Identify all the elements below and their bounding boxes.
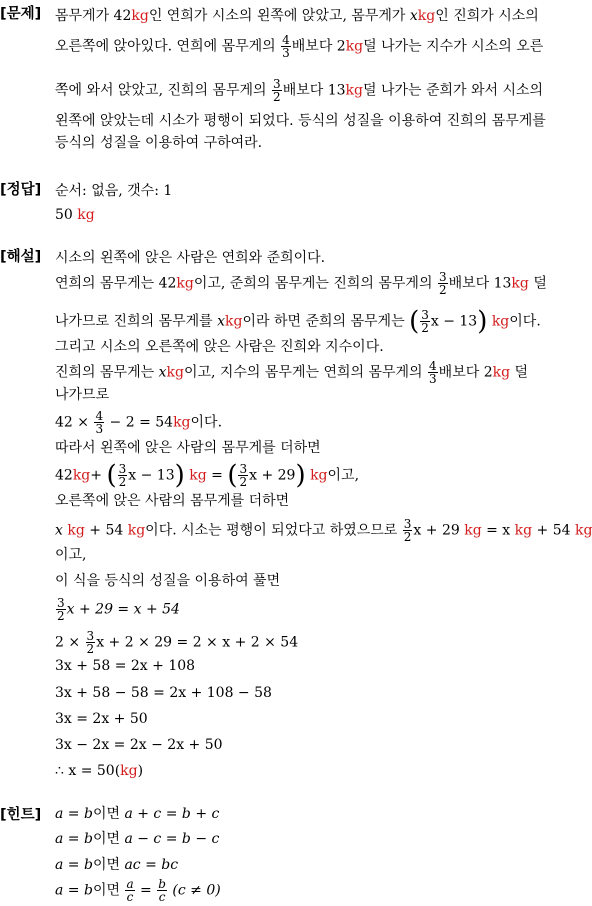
fraction: $\frac{3}{2}$	[118, 462, 127, 489]
solution-line-4: 그리고 시소의 오른쪽에 앉은 사람은 진희와 지수이다.	[55, 339, 384, 355]
solution-line-2: 연희의 몸무게는 42kg이고, 준희의 몸무게는 진희의 몸무게의 $\frac{3}{2}$ 배보다 13kg 덜	[55, 270, 547, 297]
fraction: $\frac{3}{2}$	[239, 462, 248, 489]
answer-line-2: 50 kg	[55, 207, 95, 223]
solution-tag: [해설]	[0, 249, 42, 265]
answer-tag: [정답]	[0, 182, 42, 198]
solution-line-12: 이고,	[55, 547, 87, 563]
solution-line-5: 진희의 몸무게는 xkg이고, 지수의 몸무게는 연희의 몸무게의 $\frac{4}{3}$ 배보다 2kg 덜	[55, 359, 529, 386]
equation-2: 2 × $\frac{3}{2}$ x + 2 × 29 = 2 × x + 2 × 54	[55, 629, 299, 656]
problem-line-1: 몸무게가 42kg인 연희가 시소의 왼쪽에 앉았고, 몸무게가 xkg인 진희가 시소의	[55, 8, 539, 24]
fraction: $\frac{3}{2}$	[57, 596, 65, 623]
problem-line-3: 쪽에 와서 앉았고, 진희의 몸무게의 $\frac{3}{2}$ 배보다 13kg덜 나가는 준희가 와서 시소의	[55, 77, 544, 104]
fraction: $\frac{b}{c}$	[158, 877, 166, 904]
fraction: $\frac{3}{2}$	[438, 270, 447, 297]
equation-5: 3x = 2x + 50	[55, 711, 148, 727]
solution-line-1: 시소의 왼쪽에 앉은 사람은 연희와 준희이다.	[55, 250, 326, 266]
hint-line-3: a = b이면 ac = bc	[55, 857, 179, 873]
solution-line-7: 42 × $\frac{4}{3}$ − 2 = 54kg이다.	[55, 409, 223, 436]
solution-line-10: 오른쪽에 앉은 사람의 몸무게를 더하면	[55, 493, 290, 509]
hint-line-1: a = b이면 a + c = b + c	[55, 806, 220, 822]
fraction: $\frac{4}{3}$	[282, 33, 290, 60]
solution-line-9: 42kg+ ( $\frac{3}{2}$ x − 13) kg = ( $\frac{3}{2}$ x + 29) kg이고,	[55, 460, 360, 491]
equation-6: 3x − 2x = 2x − 2x + 50	[55, 737, 223, 753]
solution-line-8: 따라서 왼쪽에 앉은 사람의 몸무게를 더하면	[55, 440, 321, 456]
solution-line-11: x kg + 54 kg이다. 시소는 평행이 되었다고 하였으므로 $\frac{3}{2}$ x + 29 kg = x kg + 54 kg	[55, 517, 592, 544]
problem-line-5: 등식의 성질을 이용하여 구하여라.	[55, 135, 263, 151]
fraction: $\frac{a}{c}$	[126, 877, 134, 904]
solution-line-3: 나가므로 진희의 몸무게를 xkg이라 하면 준희의 몸무게는 ( $\frac{3}{2}$ x − 13) kg이다.	[55, 306, 541, 337]
equation-1: $\frac{3}{2}$ x + 29 = x + 54	[57, 596, 180, 623]
equation-4: 3x + 58 − 58 = 2x + 108 − 58	[55, 685, 272, 701]
problem-line-2: 오른쪽에 앉아있다. 연희에 몸무게의 $\frac{4}{3}$ 배보다 2kg덜 나가는 지수가 시소의 오른	[55, 33, 544, 60]
fraction: $\frac{4}{3}$	[95, 409, 104, 436]
solution-line-6: 나가므로	[55, 387, 110, 403]
hint-line-4: a = b이면 $\frac{a}{c}$ = $\frac{b}{c}$ (c ≠ 0)	[55, 877, 221, 904]
problem-tag: [문제]	[0, 6, 42, 22]
fraction: $\frac{3}{2}$	[421, 308, 429, 335]
problem-line-4: 왼쪽에 앉았는데 시소가 평행이 되었다. 등식의 성질을 이용하여 진희의 몸무게를	[55, 113, 546, 129]
solution-line-13: 이 식을 등식의 성질을 이용하여 풀면	[55, 573, 281, 589]
fraction: $\frac{3}{2}$	[86, 629, 95, 656]
fraction: $\frac{4}{3}$	[429, 359, 437, 386]
hint-line-2: a = b이면 a − c = b − c	[55, 831, 220, 847]
equation-7: ∴ x = 50(kg)	[55, 763, 144, 779]
fraction: $\frac{3}{2}$	[403, 517, 412, 544]
fraction: $\frac{3}{2}$	[273, 77, 281, 104]
hint-tag: [힌트]	[0, 807, 42, 823]
equation-3: 3x + 58 = 2x + 108	[55, 658, 196, 674]
answer-line-1: 순서: 없음, 갯수: 1	[55, 183, 173, 199]
